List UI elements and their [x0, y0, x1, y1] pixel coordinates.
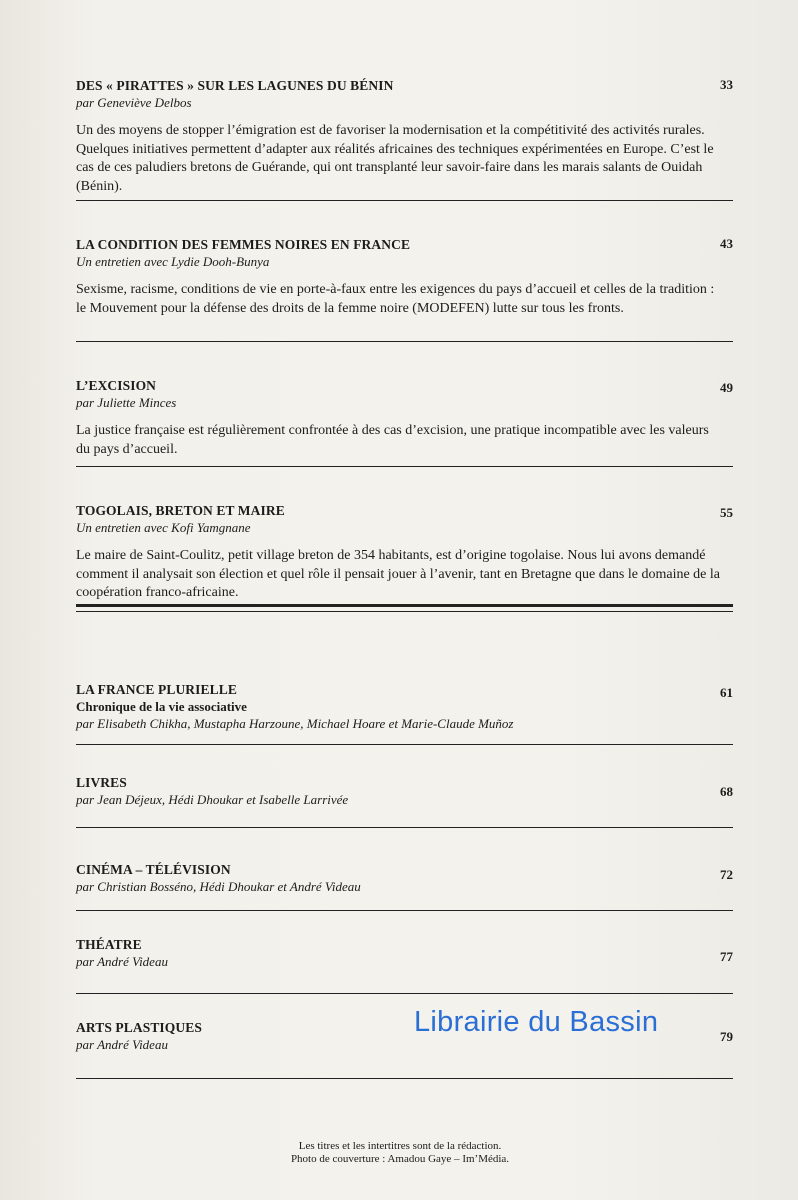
entry-page-number: 49	[720, 380, 733, 395]
entry-title: DES « PIRATTES » SUR LES LAGUNES DU BÉNIN	[76, 78, 394, 93]
entry-title: ARTS PLASTIQUES	[76, 1020, 202, 1035]
toc-entry	[76, 77, 733, 196]
entry-author: par André Videau	[76, 954, 168, 969]
entry-author: par Juliette Minces	[76, 395, 177, 410]
entry-subtitle: Chronique de la vie associative	[76, 699, 247, 714]
entry-title: CINÉMA – TÉLÉVISION	[76, 862, 231, 877]
credits-footer	[150, 1140, 650, 1166]
entry-title: LA CONDITION DES FEMMES NOIRES EN FRANCE	[76, 237, 411, 252]
divider	[76, 827, 733, 828]
toc-entry	[76, 774, 733, 808]
footer-note: Les titres et les intertitres sont de la rédaction.	[298, 1140, 502, 1152]
toc-entry	[76, 377, 733, 459]
divider	[76, 910, 733, 911]
entry-page-number: 77	[720, 949, 733, 964]
toc-entry	[76, 861, 733, 895]
entry-page-number: 79	[720, 1029, 733, 1044]
entry-title: THÉATRE	[76, 937, 142, 952]
entry-description: Sexisme, racisme, conditions de vie en porte-à-faux entre les exigences du pays d’accueil et celles de la tradition : le Mouvement pour la défense des droits de la femme noire (MODEFEN) lutte sur tous les fronts.	[76, 282, 715, 316]
entry-author: par Geneviève Delbos	[76, 95, 192, 110]
toc-entry	[76, 681, 733, 732]
entry-page-number: 72	[720, 867, 733, 882]
entry-description: Le maire de Saint-Coulitz, petit village breton de 354 habitants, est d’origine togolaise. Nous lui avons demandé comment il analysait son élection et quel rôle il pensait jouer à l’avenir, tant en Bretagne que dans le domaine de la coopération franco-africaine.	[76, 548, 720, 600]
entry-author: Un entretien avec Kofi Yamgnane	[76, 520, 251, 535]
divider	[76, 744, 733, 745]
entry-title: L’EXCISION	[76, 378, 157, 393]
toc-entry	[76, 502, 733, 603]
section-divider	[76, 604, 733, 612]
entry-title: LIVRES	[76, 775, 127, 790]
entry-author: par Jean Déjeux, Hédi Dhoukar et Isabelle Larrivée	[76, 792, 349, 807]
entry-page-number: 55	[720, 505, 733, 520]
entry-author: Un entretien avec Lydie Dooh-Bunya	[76, 254, 270, 269]
divider	[76, 341, 733, 342]
entry-author: par Christian Bosséno, Hédi Dhoukar et André Videau	[76, 879, 361, 894]
entry-page-number: 43	[720, 236, 733, 251]
entry-title: LA FRANCE PLURIELLE	[76, 682, 237, 697]
divider	[76, 466, 733, 467]
divider	[76, 993, 733, 994]
entry-page-number: 33	[720, 77, 733, 92]
toc-entry	[76, 236, 733, 318]
divider	[76, 200, 733, 201]
entry-title: TOGOLAIS, BRETON ET MAIRE	[76, 503, 285, 518]
divider	[76, 1078, 733, 1079]
toc-entry	[76, 936, 733, 970]
entry-author: par Elisabeth Chikha, Mustapha Harzoune, Michael Hoare et Marie-Claude Muñoz	[76, 716, 514, 731]
footer-photo-credit: Photo de couverture : Amadou Gaye – Im’Média.	[290, 1153, 510, 1165]
entry-author: par André Videau	[76, 1037, 168, 1052]
entry-page-number: 61	[720, 685, 733, 700]
entry-description: La justice française est régulièrement confrontée à des cas d’excision, une pratique incompatible avec les valeurs du pays d’accueil.	[76, 423, 709, 457]
entry-description: Un des moyens de stopper l’émigration est de favoriser la modernisation et la compétitivité des activités rurales. Quelques initiatives permettent d’adapter aux réalités africaines des techniques expérimentées en Europe. C’est le cas de ces paludiers bretons de Guérande, qui ont transplanté leur savoir-faire dans les marais salants de Ouidah (Bénin).	[76, 123, 714, 194]
entry-page-number: 68	[720, 784, 733, 799]
bookshop-watermark: Librairie du Bassin	[414, 1006, 659, 1038]
